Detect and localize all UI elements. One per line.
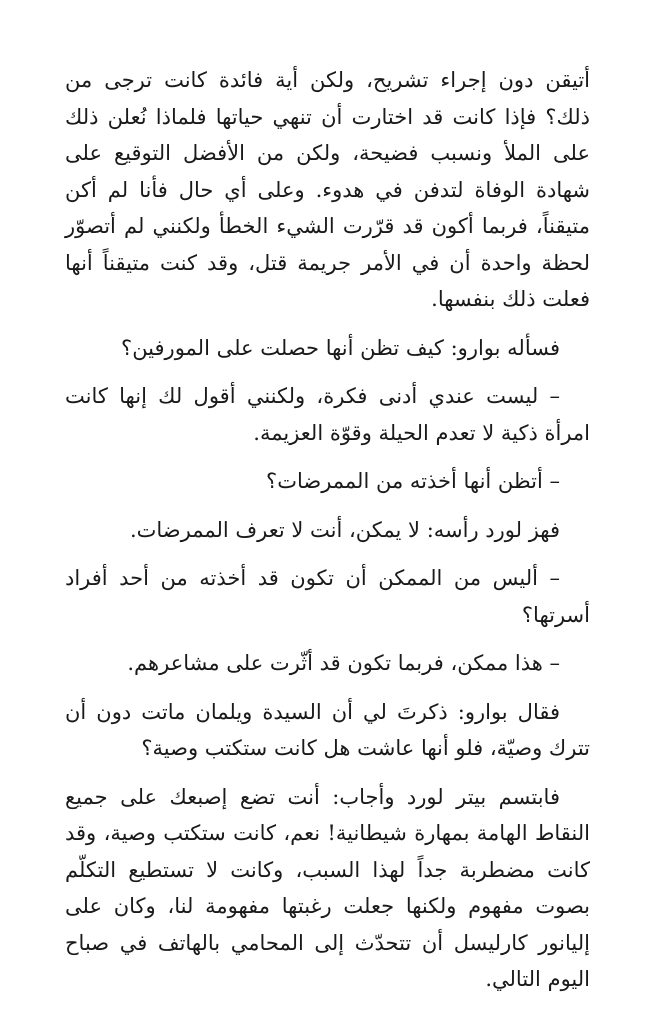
paragraph-7: – هذا ممكن، فربما تكون قد أثّرت على مشاعرهم. xyxy=(127,651,560,675)
paragraph-8: فقال بوارو: ذكرتَ لي أن السيدة ويلمان ماتت دون أن تترك وصيّة، فلو أنها عاشت هل كانت ستكتب وصية؟ xyxy=(65,699,590,760)
book-page-text xyxy=(65,62,590,1010)
paragraph-3: – ليست عندي أدنى فكرة، ولكنني أقول لك إنها كانت امرأة ذكية لا تعدم الحيلة وقوّة العزيمة. xyxy=(65,384,590,445)
paragraph-4: – أتظن أنها أخذته من الممرضات؟ xyxy=(266,469,560,493)
paragraph-1: أتيقن دون إجراء تشريح، ولكن أية فائدة كانت ترجى من ذلك؟ فإذا كانت قد اختارت أن تنهي حياتها فلماذا نُعلن ذلك على الملأ ونسبب فضيحة، ولكن من الأفضل التوقيع على شهادة الوفاة لتدفن في هدوء. وعلى أي حال فأنا لم أكن متيقناً، فربما أكون قد قرّرت الشيء الخطأ ولكنني لم أتصوّر لحظة واحدة أن في الأمر جريمة قتل، وقد كنت متيقناً أنها فعلت ذلك بنفسها. xyxy=(65,68,590,311)
paragraph-5: فهز لورد رأسه: لا يمكن، أنت لا تعرف الممرضات. xyxy=(129,517,560,542)
paragraph-9: فابتسم بيتر لورد وأجاب: أنت تضع إصبعك على جميع النقاط الهامة بمهارة شيطانية! نعم، كانت ستكتب وصية، وقد كانت مضطربة جداً لهذا السبب، وكانت لا تستطيع التكلّم بصوت مفهوم ولكنها جعلت رغبتها مفهومة لنا، وكان على إليانور كارليسل أن تتحدّث إلى المحامي بالهاتف في صباح اليوم التالي. xyxy=(65,784,590,991)
paragraph-2: فسأله بوارو: كيف تظن أنها حصلت على المورفين؟ xyxy=(121,335,560,360)
paragraph-6: – أليس من الممكن أن تكون قد أخذته من أحد أفراد أسرتها؟ xyxy=(65,566,590,627)
